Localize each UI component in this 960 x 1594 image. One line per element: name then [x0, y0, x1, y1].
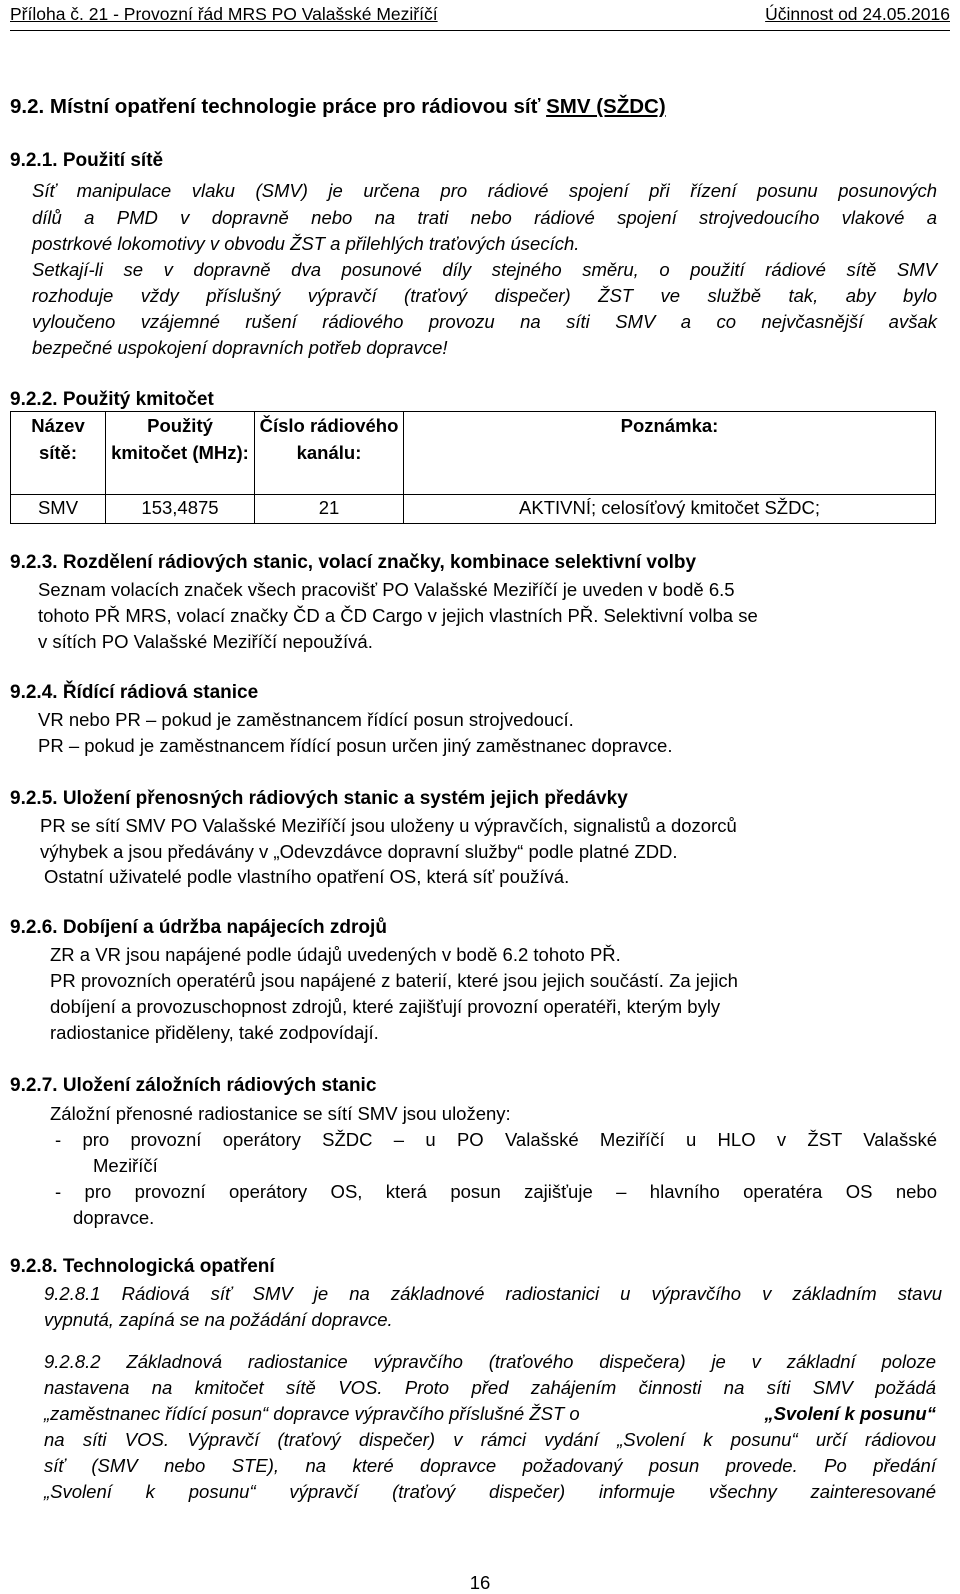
frequency-table: [10, 411, 936, 524]
s8-p2-line-2: „zaměstnanec řídící posun“ dopravce výpravčího příslušné ŽST o: [44, 1403, 585, 1424]
s7-line-2: Meziříčí: [93, 1155, 158, 1176]
section-title-prefix: 9.2. Místní opatření technologie práce pro rádiovou síť: [10, 95, 547, 118]
s1-line-1: dílů a PMD v dopravně nebo na trati nebo rádiové spojení strojvedoucího vlakové a: [32, 207, 937, 228]
cell-network: SMV: [11, 495, 106, 524]
section-title-underlined: SMV (SŽDC): [546, 95, 666, 118]
s8-p2-line-4: síť (SMV nebo STE), na které dopravce požadovaný posun provede. Po předání: [44, 1455, 936, 1476]
s5-line-0: PR se sítí SMV PO Valašské Meziříčí jsou uloženy u výpravčích, signalistů a dozorců: [40, 815, 737, 836]
s8-p2-line-3: na síti VOS. Výpravčí (traťový dispečer) v rámci vydání „Svolení k posunu“ určí rádiovou: [44, 1429, 936, 1450]
s5-line-2: Ostatní uživatelé podle vlastního opatření OS, která síť používá.: [44, 866, 570, 887]
heading-9-2-2: 9.2.2. Použitý kmitočet: [10, 389, 214, 410]
s8-p2-line-2-wrap: [44, 1403, 936, 1425]
col-header-network: Název sítě:: [11, 412, 106, 495]
s8-p2-line-0: 9.2.8.2 Základnová radiostanice výpravčího (traťového dispečera) je v základní poloze: [44, 1351, 936, 1372]
s1-line-0: Síť manipulace vlaku (SMV) je určena pro rádiové spojení při řízení posunu posunových: [32, 180, 937, 201]
section-title: [10, 95, 666, 119]
heading-9-2-4: 9.2.4. Řídící rádiová stanice: [10, 682, 259, 703]
s4-line-1: PR – pokud je zaměstnancem řídící posun určen jiný zaměstnanec dopravce.: [38, 735, 673, 756]
s1-line-6: bezpečné uspokojení dopravních potřeb dopravce!: [32, 337, 448, 358]
s6-line-1: PR provozních operatérů jsou napájené z baterií, které jsou jejich součástí. Za jejich: [50, 970, 738, 991]
heading-9-2-6: 9.2.6. Dobíjení a údržba napájecích zdrojů: [10, 917, 387, 938]
s1-line-2: postrkové lokomotivy v obvodu ŽST a přilehlých traťových úsecích.: [32, 233, 580, 254]
table-header-row: [11, 412, 936, 495]
s8-p2-line-1: nastavena na kmitočet sítě VOS. Proto před zahájením činnosti na síti SMV požádá: [44, 1377, 936, 1398]
header-left: Příloha č. 21 - Provozní řád MRS PO Valašské Meziříčí: [10, 4, 438, 24]
s1-line-3: Setkají-li se v dopravně dva posunové díly stejného směru, o použití rádiové sítě SMV: [32, 259, 937, 280]
s7-line-1: - pro provozní operátory SŽDC – u PO Valašské Meziříčí u HLO v ŽST Valašské: [55, 1129, 937, 1150]
heading-9-2-3: 9.2.3. Rozdělení rádiových stanic, volací značky, kombinace selektivní volby: [10, 552, 697, 573]
heading-9-2-1: 9.2.1. Použití sítě: [10, 150, 164, 171]
s8-p1-line-0: 9.2.8.1 Rádiová síť SMV je na základnové radiostanici u výpravčího v základním stavu: [44, 1283, 942, 1304]
s3-line-1: tohoto PŘ MRS, volací značky ČD a ČD Cargo v jejich vlastních PŘ. Selektivní volba se: [38, 605, 758, 626]
s6-line-0: ZR a VR jsou napájené podle údajů uvedených v bodě 6.2 tohoto PŘ.: [50, 944, 621, 965]
table-row: [11, 495, 936, 524]
header-right: Účinnost od 24.05.2016: [765, 4, 950, 24]
s8-p1-line-1: vypnutá, zapíná se na požádání dopravce.: [44, 1309, 393, 1330]
heading-9-2-5: 9.2.5. Uložení přenosných rádiových stanic a systém jejich předávky: [10, 788, 628, 809]
s4-line-0: VR nebo PR – pokud je zaměstnancem řídící posun strojvedoucí.: [38, 709, 574, 730]
page-header: [10, 4, 950, 31]
s1-line-5: vyloučeno vzájemné rušení rádiového provozu na síti SMV a co nejvčasnější avšak: [32, 311, 937, 332]
cell-frequency: 153,4875: [106, 495, 255, 524]
cell-channel: 21: [255, 495, 404, 524]
col-header-channel: Číslo rádiového kanálu:: [255, 412, 404, 495]
cell-note: AKTIVNÍ; celosíťový kmitočet SŽDC;: [404, 495, 936, 524]
s1-line-4: rozhoduje vždy příslušný výpravčí (traťový dispečer) ŽST ve službě tak, aby bylo: [32, 285, 937, 306]
s3-line-0: Seznam volacích značek všech pracovišť PO Valašské Meziříčí je uveden v bodě 6.5: [38, 579, 735, 600]
s3-line-2: v sítích PO Valašské Meziříčí nepoužívá.: [38, 631, 373, 652]
s6-line-2: dobíjení a provozuschopnost zdrojů, které zajišťují provozní operatéři, kterým byly: [50, 996, 721, 1017]
s6-line-3: radiostanice přiděleny, také zodpovídají.: [50, 1022, 379, 1043]
col-header-note: Poznámka:: [404, 412, 936, 495]
s8-p2-line-5: „Svolení k posunu“ výpravčí (traťový dispečer) informuje všechny zainteresované: [44, 1481, 936, 1502]
s7-line-0: Záložní přenosné radiostanice se sítí SMV jsou uloženy:: [50, 1103, 511, 1124]
col-header-frequency: Použitý kmitočet (MHz):: [106, 412, 255, 495]
s7-line-3: - pro provozní operátory OS, která posun zajišťuje – hlavního operatéra OS nebo: [55, 1181, 937, 1202]
heading-9-2-7: 9.2.7. Uložení záložních rádiových stanic: [10, 1075, 377, 1096]
s7-line-4: dopravce.: [73, 1207, 155, 1228]
svoleni-k-posunu-emphasis: „Svolení k posunu“: [764, 1403, 936, 1424]
heading-9-2-8: 9.2.8. Technologická opatření: [10, 1256, 275, 1277]
page-number: 16: [469, 1572, 491, 1593]
s5-line-1: výhybek a jsou předávány v „Odevzdávce dopravní služby“ podle platné ZDD.: [40, 841, 678, 862]
